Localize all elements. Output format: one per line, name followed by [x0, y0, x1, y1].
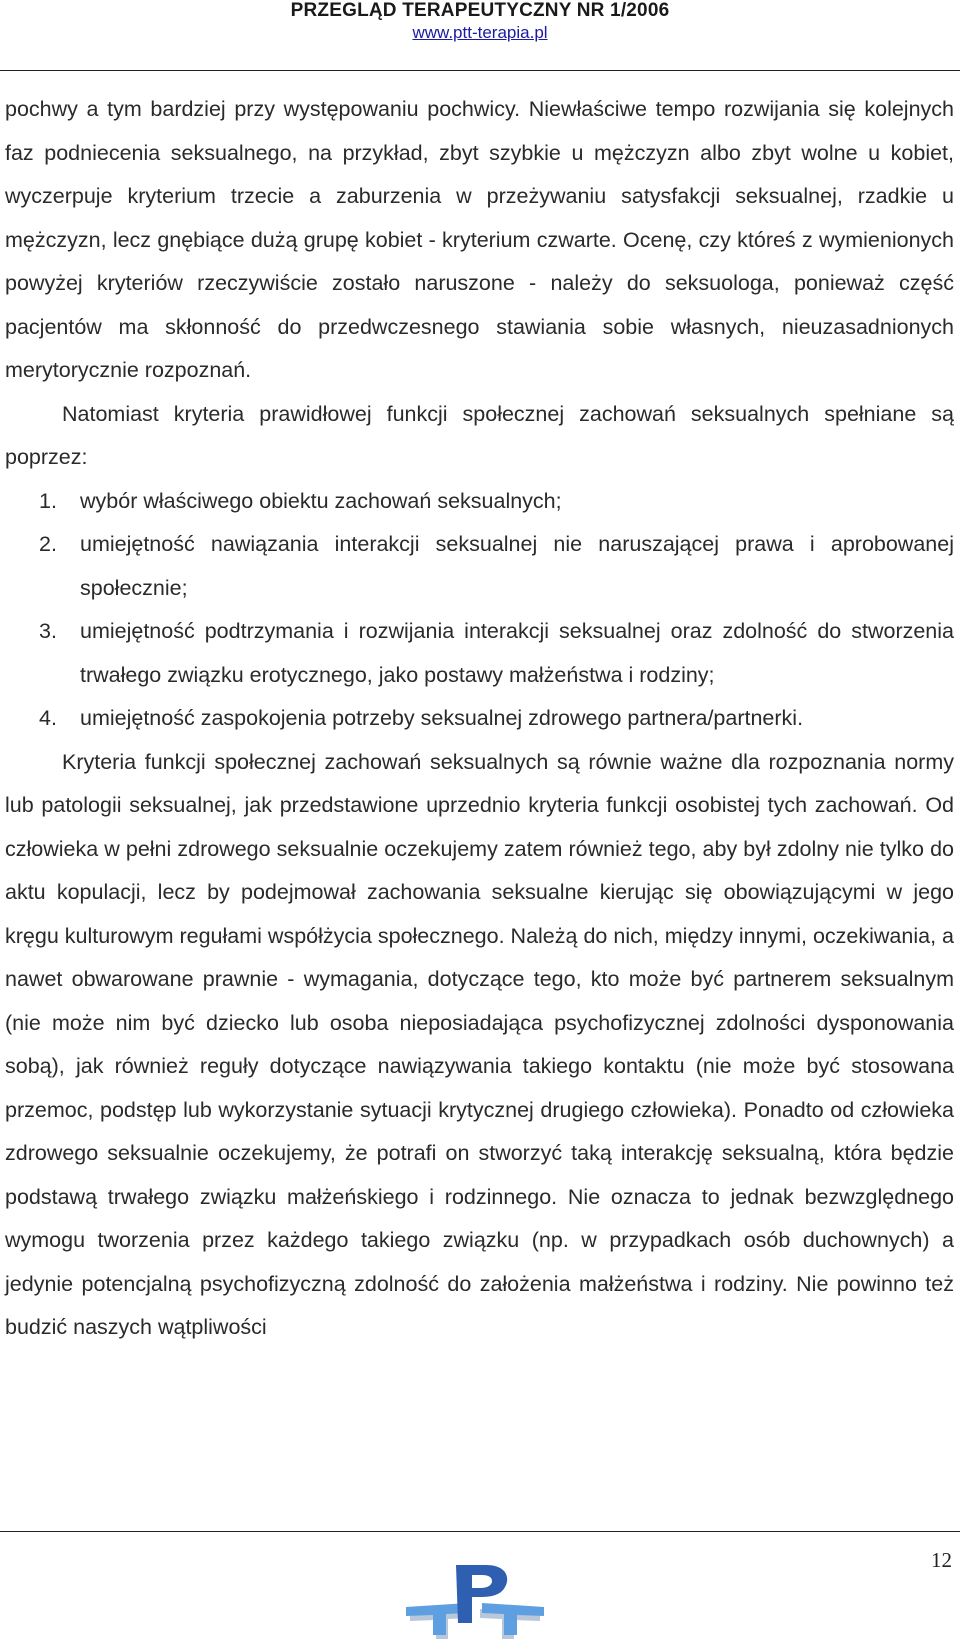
page-number: 12	[931, 1548, 952, 1572]
list-item-text: wybór właściwego obiektu zachowań seksualnych;	[80, 488, 562, 513]
paragraph-3: Kryteria funkcji społecznej zachowań seksualnych są równie ważne dla rozpoznania normy lub patologii seksualnej, jak przedstawione uprzednio kryteria funkcji osobistej tych zachowań. Od człowieka w pełni zdrowego seksualnie oczekujemy zatem również tego, aby był zdolny nie tylko do aktu kopulacji, lecz by podejmował zachowania seksualne kierując się obowiązującymi w jego kręgu kulturowym regułami współżycia społecznego. Należą do nich, między innymi, oczekiwania, a nawet obwarowane prawnie - wymagania, dotyczące tego, kto może być partnerem seksualnym (nie może nim być dziecko lub osoba nieposiadająca psychofizycznej zdolności dysponowania sobą), jak również reguły dotyczące nawiązywania takiego kontaktu (nie może być stosowana przemoc, podstęp lub wykorzystanie sytuacji krytycznej drugiego człowieka). Ponadto od człowieka zdrowego seksualnie oczekujemy, że potrafi on stworzyć taką interakcję seksualną, która będzie podstawą trwałego związku małżeńskiego i rodzinnego. Nie oznacza to jednak bezwzględnego wymogu tworzenia przez każdego takiego związku (np. w przypadkach osób duchownych) a jedynie potencjalną psychofizyczną zdolność do założenia małżeństwa i rodziny. Nie powinno też budzić naszych wątpliwości	[5, 749, 954, 1339]
footer-divider	[0, 1531, 960, 1532]
paragraph-2: Natomiast kryteria prawidłowej funkcji społecznej zachowań seksualnych spełniane są poprzez:	[5, 401, 954, 469]
journal-url-link[interactable]: www.ptt-terapia.pl	[412, 23, 548, 42]
list-item-number: 2.	[39, 532, 57, 556]
paragraph-1: pochwy a tym bardziej przy występowaniu pochwicy. Niewłaściwe tempo rozwijania się kolejnych faz podniecenia seksualnego, na przykład, zbyt szybkie u mężczyzn albo zbyt wolne u kobiet, wyczerpuje kryterium trzecie a zaburzenia w przeżywaniu satysfakcji seksualnej, rzadkie u mężczyzn, lecz gnębiące dużą grupę kobiet - kryterium czwarte. Ocenę, czy któreś z wymienionych powyżej kryteriów rzeczywiście zostało naruszone - należy do seksuologa, ponieważ część pacjentów ma skłonność do przedwczesnego stawiania sobie własnych, nieuzasadnionych merytorycznie rozpoznań.	[5, 97, 954, 382]
list-item-number: 1.	[39, 488, 57, 513]
list-item	[5, 610, 954, 697]
list-item	[5, 480, 954, 524]
page-header	[0, 0, 960, 44]
criteria-list	[5, 480, 954, 741]
list-item	[5, 523, 954, 610]
list-item-number: 4.	[39, 706, 57, 730]
journal-title: PRZEGLĄD TERAPEUTYCZNY NR 1/2006	[290, 0, 670, 21]
list-item	[5, 697, 954, 741]
list-item-number: 3.	[39, 619, 57, 643]
list-item-text: umiejętność podtrzymania i rozwijania interakcji seksualnej oraz zdolność do stworzenia trwałego związku erotycznego, jako postawy małżeństwa i rodziny;	[80, 619, 954, 687]
article-body	[5, 88, 954, 1350]
ptt-logo-icon	[400, 1563, 550, 1641]
list-item-text: umiejętność nawiązania interakcji seksualnej nie naruszającej prawa i aprobowanej społecznie;	[80, 532, 954, 600]
header-divider	[0, 70, 960, 71]
list-item-text: umiejętność zaspokojenia potrzeby seksualnej zdrowego partnera/partnerki.	[80, 706, 804, 730]
